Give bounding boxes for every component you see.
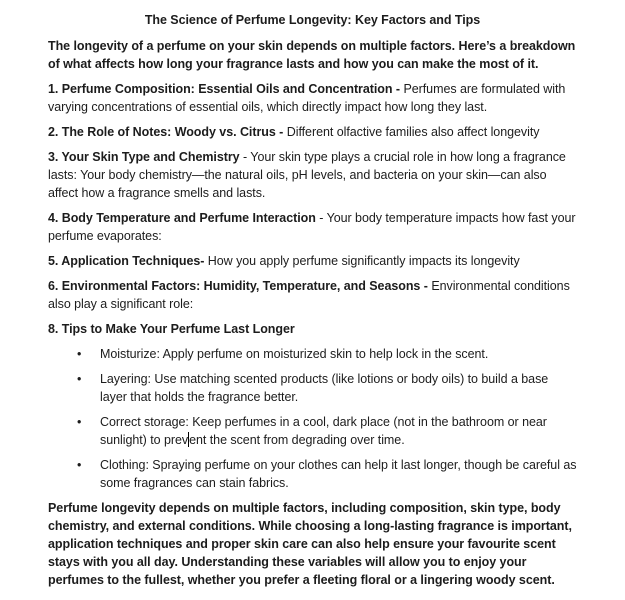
section-text[interactable]: Environmental conditions also play a significant role: [48, 279, 570, 311]
section-heading[interactable]: 6. Environmental Factors: Humidity, Temperature, and Seasons - [48, 279, 428, 293]
list-item[interactable] [100, 413, 577, 449]
section-text[interactable]: Perfumes are formulated with varying concentrations of essential oils, which directly impact how long they last. [48, 82, 566, 114]
tips-list[interactable] [48, 345, 577, 492]
section-heading[interactable]: 3. Your Skin Type and Chemistry [48, 150, 240, 164]
section-heading[interactable]: 4. Body Temperature and Perfume Interaction [48, 211, 316, 225]
tips-heading[interactable]: 8. Tips to Make Your Perfume Last Longer [48, 322, 295, 336]
tip-text-before-cursor[interactable]: Correct storage: Keep perfumes in a cool, dark place (not in the bathroom or near sunlight) to prev [100, 415, 547, 447]
section-paragraph-1[interactable] [48, 80, 577, 116]
tip-text[interactable]: Layering: Use matching scented products (like lotions or body oils) to build a base layer that holds the fragrance better. [100, 372, 549, 404]
section-text[interactable]: Different olfactive families also affect longevity [286, 125, 540, 139]
conclusion-paragraph[interactable]: Perfume longevity depends on multiple factors, including composition, skin type, body chemistry, and external conditions. While choosing a long-lasting fragrance is important, application techniques and proper skin care can also help ensure your favourite scent stays with you all day. Understanding these variables will allow you to enjoy your perfumes to the fullest, whether you prefer a fleeting floral or a lingering woody scent. [48, 501, 572, 587]
section-paragraph-6[interactable] [48, 277, 577, 313]
intro-paragraph[interactable]: The longevity of a perfume on your skin depends on multiple factors. Here’s a breakdown of what affects how long your fragrance lasts and how you can make the most of it. [48, 39, 576, 71]
section-heading[interactable]: 2. The Role of Notes: Woody vs. Citrus - [48, 125, 284, 139]
section-heading[interactable]: 5. Application Techniques- [48, 254, 205, 268]
tip-text[interactable]: Clothing: Spraying perfume on your clothes can help it last longer, though be careful as some fragrances can stain fabrics. [100, 458, 577, 490]
list-item[interactable] [100, 345, 577, 363]
document-title[interactable]: The Science of Perfume Longevity: Key Factors and Tips [144, 13, 481, 27]
section-text[interactable]: - Your skin type plays a crucial role in how long a fragrance lasts: Your body chemistry—the natural oils, pH levels, and bacteria on your skin—can also affect how a fragrance smells and lasts. [48, 150, 566, 200]
section-paragraph-2[interactable] [48, 123, 577, 141]
section-paragraph-4[interactable] [48, 209, 577, 245]
list-item[interactable] [100, 370, 577, 406]
section-paragraph-3[interactable] [48, 148, 577, 202]
section-text[interactable]: - Your body temperature impacts how fast your perfume evaporates: [48, 211, 576, 243]
tip-text-after-cursor[interactable]: ent the scent from degrading over time. [189, 433, 405, 447]
tip-text[interactable]: Moisturize: Apply perfume on moisturized skin to help lock in the scent. [100, 347, 489, 361]
list-item[interactable] [100, 456, 577, 492]
section-heading[interactable]: 1. Perfume Composition: Essential Oils and Concentration - [48, 82, 401, 96]
section-paragraph-5[interactable] [48, 252, 577, 270]
section-text[interactable]: How you apply perfume significantly impacts its longevity [207, 254, 520, 268]
